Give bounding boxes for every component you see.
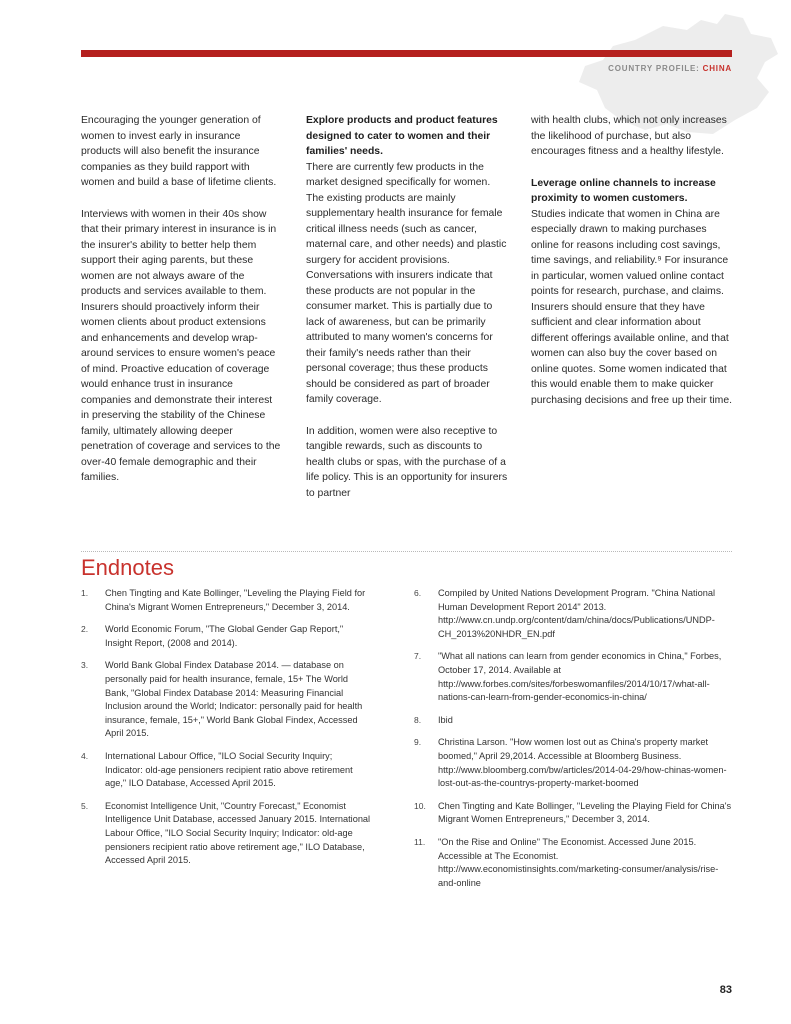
paragraph: Studies indicate that women in China are especially drawn to making purchases online for reasons including cost savings, time savings, and reliability.⁹ For insurance in particular, women valued online contact points for research, purchase, and claims. Insurers should ensure that they have sufficient and clear information about different offerings available online, and that women can also buy the cover based on online quotes. Some women indicated that this would enable them to make quicker purchasing decisions and free up their time.: [531, 208, 732, 406]
endnote-number: 2.: [81, 624, 89, 635]
endnote-item: [414, 736, 732, 790]
endnote-number: 5.: [81, 800, 89, 811]
text-column-1: [81, 113, 283, 486]
section-divider: [81, 551, 732, 552]
endnote-number: 7.: [414, 651, 422, 662]
section-heading: Explore products and product features designed to cater to women and their families' needs.: [306, 115, 498, 157]
paragraph: Interviews with women in their 40s show that their primary interest in insurance is in the insurer's ability to better help them support their aging parents, but these women are not always aware of the products and services available to them. Insurers should proactively inform their women clients about product extensions and enhancements and develop wrap-around services to ensure women's peace of mind. Proactive education of coverage would enhance trust in insurance companies and demonstrate their interest in preserving the stability of the Chinese family, ultimately allowing deeper penetration of coverage and services to the over-40 female demographic and their families.: [81, 208, 281, 483]
endnote-number: 8.: [414, 714, 422, 725]
endnote-text: Ibid: [438, 714, 453, 725]
paragraph: Encouraging the younger generation of women to invest early in insurance products will also benefit the insurance companies as they build rapport with women and build a base of lifetime clients.: [81, 115, 277, 188]
endnote-text: International Labour Office, "ILO Social Security Inquiry; Indicator: old-age pensioners recipient ratio above retirement age," ILO Database, Accessed April 2015.: [105, 750, 353, 789]
paragraph: There are currently few products in the market designed specifically for women. The existing products are mainly supplementary health insurance for female critical illness needs (such as cancer, maternal care, and other needs) and plastic surgery for accident provisions. Conversations with insurers indicate that these products are not popular in the consumer market. This is partially due to lack of awareness, but can be primarily attributed to many women's concerns for their family's needs rather than their personal coverage; thus these products should be considered as part of broader family coverage.: [306, 161, 507, 405]
profile-label-text: COUNTRY PROFILE:: [608, 64, 700, 73]
header-accent-bar: [81, 50, 732, 57]
endnotes-list-right: [414, 587, 732, 899]
text-column-3: [531, 113, 733, 408]
endnote-item: [414, 650, 732, 704]
endnote-number: 10.: [414, 800, 426, 811]
section-heading: Leverage online channels to increase proximity to women customers.: [531, 177, 716, 204]
text-column-2: [306, 113, 508, 501]
endnote-text: Chen Tingting and Kate Bollinger, "Leveling the Playing Field for China's Migrant Women Entrepreneurs," December 3, 2014.: [105, 588, 366, 612]
endnote-item: [414, 587, 732, 641]
endnote-item: [81, 659, 371, 741]
endnote-number: 11.: [414, 836, 426, 847]
endnote-item: [81, 800, 371, 868]
endnote-number: 1.: [81, 588, 89, 598]
endnotes-list-left: [81, 587, 371, 877]
endnote-item: [414, 836, 732, 890]
endnote-text: Christina Larson. "How women lost out as China's property market boomed," April 29,2014. Accessible at Bloomberg Business. http://www.bloomberg.com/bw/articles/2014-04-29/how-chinas-women-lost-out-as-the-countrys-property-market-boomed: [438, 737, 727, 789]
endnote-text: Chen Tingting and Kate Bollinger, "Leveling the Playing Field for China's Migrant Women Entrepreneurs," December 3, 2014.: [438, 800, 732, 825]
endnote-text: "On the Rise and Online" The Economist. Accessed June 2015. Accessible at The Economist. http://www.economistinsights.com/marketing-consumer/analysis/rise-and-online: [438, 836, 719, 888]
paragraph: In addition, women were also receptive to tangible rewards, such as discounts to health clubs or spas, with the purchase of a life policy. This is an opportunity for insurers to partner: [306, 425, 508, 499]
endnote-item: [414, 714, 732, 728]
endnote-text: Economist Intelligence Unit, "Country Forecast," Economist Intelligence Unit Database, accessed January 2015. International Labour Office, "ILO Social Security Inquiry; Indicator: old-age pensioners recipient ratio above retirement age," ILO Database, Accessed April 2015.: [105, 800, 371, 866]
endnote-text: World Bank Global Findex Database 2014. — database on personally paid for health insurance, female, 15+ The World Bank, "Global Findex Database 2014: Measuring Financial Inclusion around the World; Indicator: personally paid for health insurance, female, 15+," World Bank Global Findex, Accessed April 2015.: [105, 660, 363, 739]
profile-country-text: CHINA: [702, 64, 732, 73]
endnote-number: 9.: [414, 737, 422, 748]
endnote-item: [81, 587, 371, 614]
paragraph: with health clubs, which not only increases the likelihood of purchase, but also encourages fitness and a healthy lifestyle.: [531, 115, 727, 157]
endnote-number: 3.: [81, 660, 89, 671]
endnote-number: 4.: [81, 750, 89, 761]
endnote-item: [414, 800, 732, 827]
endnote-item: [81, 623, 371, 650]
endnotes-title: Endnotes: [81, 555, 174, 580]
endnote-text: "What all nations can learn from gender economics in China," Forbes, October 17, 2014. Available at http://www.forbes.com/sites/forbeswomanfiles/2014/10/17/what-all-nations-can-learn-from-gender-economics-in-china/: [438, 651, 722, 703]
endnote-text: Compiled by United Nations Development Program. "China National Human Development Report 2014" 2013. http://www.cn.undp.org/content/dam/china/docs/Publications/UNDP-CH_2013%20NHDR_EN.pdf: [438, 588, 715, 639]
endnote-text: World Economic Forum, "The Global Gender Gap Report," Insight Report, (2008 and 2014).: [105, 624, 344, 648]
endnote-number: 6.: [414, 588, 422, 598]
country-profile-label: [608, 64, 732, 73]
endnote-item: [81, 750, 371, 791]
page-number: 83: [719, 984, 732, 996]
